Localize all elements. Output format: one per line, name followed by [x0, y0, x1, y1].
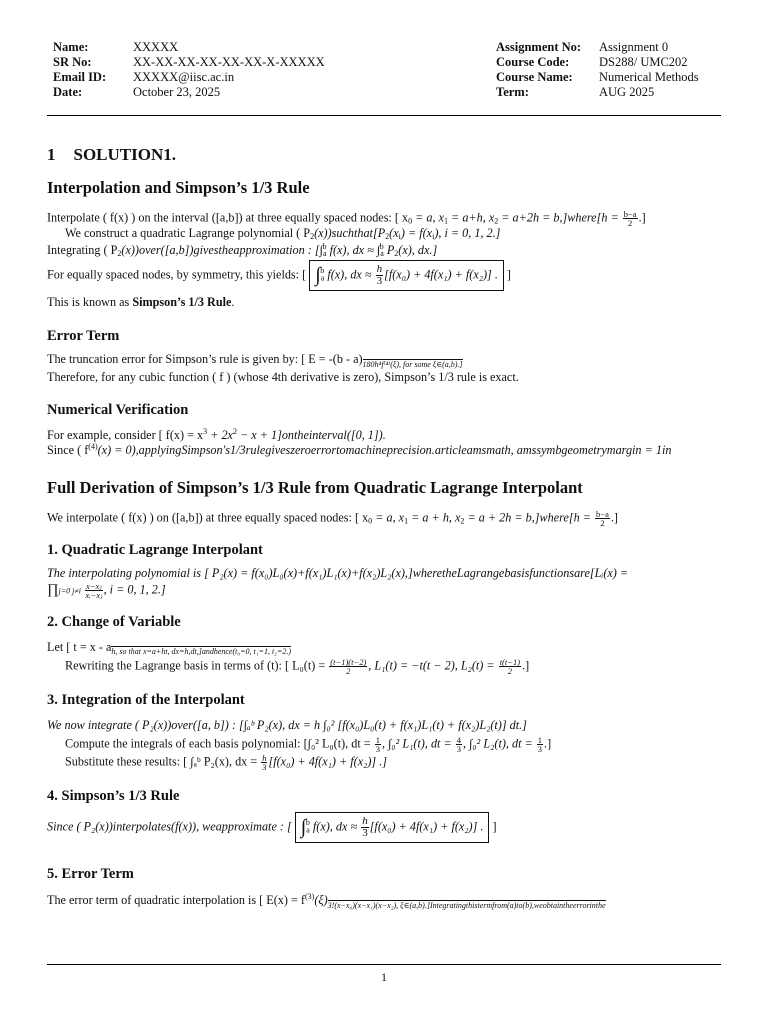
- subsection-3-line-3: Substitute these results: [ ∫ₐᵇ P₂(x), dx = $\frac{h}{3}$ [f(x₀) + 4f(x₁) + f(x₂)] .]: [65, 753, 387, 772]
- name-value: XXXXX: [133, 40, 179, 54]
- page-number: 1: [381, 970, 387, 984]
- derivation-heading: Full Derivation of Simpson’s 1/3 Rule from Quadratic Lagrange Interpolant: [47, 478, 583, 497]
- assignment-value: Assignment 0: [599, 40, 669, 54]
- interp-heading: Interpolation and Simpson’s 1/3 Rule: [47, 178, 310, 197]
- email-label: Email ID:: [53, 70, 107, 84]
- numver-heading: Numerical Verification: [47, 402, 189, 418]
- course-name-value: Numerical Methods: [599, 70, 699, 84]
- subsection-3-line-2: Compute the integrals of each basis polynomial: [∫₀² L₀(t), dt = $\frac{1}{3}$ , ∫₀² L₁(t), dt = $\frac{4}{3}$ , ∫₀² L₂(t), dt = $\frac{1}{3}$ .]: [65, 735, 552, 754]
- section-heading: [47, 145, 176, 165]
- srno-label: SR No:: [53, 55, 92, 69]
- numver-line-2: Since ( $f^{(4)}(x)$ = 0),applyingSimpson′s1/3rulegiveszeroerrortomachineprecision.articleamsmath, amssymbgeometrymargin = 1in: [47, 442, 672, 457]
- error-line-2: Therefore, for any cubic function ( f ) (whose 4th derivative is zero), Simpson’s 1/3 rule is exact.: [47, 370, 519, 384]
- term-value: AUG 2025: [599, 85, 655, 99]
- interp-line-2: We construct a quadratic Lagrange polynomial ( $P_2(x))suchthat[P_2(x_i) = f(x_i)$, i = 0, 1, 2.]: [65, 226, 501, 241]
- subsection-1-line-1: The interpolating polynomial is [ P₂(x) = f(x₀)L₀(x)+f(x₁)L₁(x)+f(x₂)L₂(x),]wheretheLagrangebasisfunctionsare[Lᵢ(x) =: [47, 566, 629, 580]
- simpson-rule-box: $\int_a^b$ f(x), dx ≈ $\frac{h}{3}$ [f(x₀) + 4f(x₁) + f(x₂)] .: [295, 812, 490, 843]
- derivation-line-1: We interpolate ( f(x) ) on ([a,b]) at three equally spaced nodes: [ $x_0 = a$, $x_1 = a + h$, $x_2 = a + 2h$ = b,]where[h = $\frac{b-a}{2}$ .]: [47, 509, 618, 528]
- subsection-2-line-2: Rewriting the Lagrange basis in terms of (t): [ L₀(t) = $\frac{(t-1)(t-2)}{2}$ , L₁(t) = −t(t − 2), L₂(t) = $\frac{t(t-1)}{2}$ .]: [65, 657, 530, 676]
- header-rule: [47, 115, 721, 116]
- subsection-5-line-1: The error term of quadratic interpolation is [ $E(x) = f^{(3)}(\xi)_{3!(x-x_0)(x-x_1)(x-x_2), \xi\in(a,b).]Integratingthistermfrom(a)to(b),weobtaintheerrorinthe}$: [47, 892, 606, 910]
- date-value: October 23, 2025: [133, 85, 221, 99]
- section-number: 1: [47, 145, 56, 164]
- interp-line-4: For equally spaced nodes, by symmetry, this yields: [ $\int_a^b$ f(x), dx ≈ $\frac{h}{3}$ [f(x₀) + 4f(x₁) + f(x₂)] . ]: [47, 260, 511, 291]
- term-label: Term:: [496, 85, 529, 99]
- name-label: Name:: [53, 40, 89, 54]
- subsection-5-heading: 5. Error Term: [47, 866, 134, 882]
- email-value: XXXXX@iisc.ac.in: [133, 70, 235, 84]
- subsection-2-line-1: Let [ $t = x - a_{h, so that x=a+ht, dx=h,dt,]andhence(t_0=0, t_1=1, t_2=2.)}$: [47, 640, 292, 656]
- subsection-4-heading: 4. Simpson’s 1/3 Rule: [47, 788, 180, 804]
- interp-line-1: Interpolate ( f(x) ) on the interval ([a,b]) at three equally spaced nodes: [ $x_0 = a$, $x_1 = a+h$, $x_2 = a+2h$ = b,]where[h = $\frac{b-a}{2}$ .]: [47, 209, 646, 228]
- subsection-1-line-2: ∏j=0 j≠i $\frac{\text{x−xⱼ}}{\text{xᵢ−xⱼ}}$ , i = 0, 1, 2.]: [47, 581, 166, 600]
- subsection-3-heading: 3. Integration of the Interpolant: [47, 692, 245, 708]
- footer-rule: [47, 964, 721, 965]
- course-name-label: Course Name:: [496, 70, 573, 84]
- section-title: SOLUTION1.: [73, 145, 176, 164]
- date-label: Date:: [53, 85, 83, 99]
- interp-line-5: This is known as Simpson’s 1/3 Rule.: [47, 295, 235, 309]
- subsection-3-line-1: We now integrate ( P₂(x))over([a, b]) : [∫ₐᵇ P₂(x), dx = h ∫₀² [f(x₀)L₀(t) + f(x₁)L₁(t) + f(x₂)L₂(t)] dt.]: [47, 718, 527, 732]
- subsection-4-line-1: Since ( P₂(x))interpolates(f(x)), weapproximate : [ $\int_a^b$ f(x), dx ≈ $\frac{h}{3}$ [f(x₀) + 4f(x₁) + f(x₂)] . ]: [47, 812, 497, 843]
- srno-value: XX-XX-XX-XX-XX-XX-X-XXXXX: [133, 55, 325, 69]
- numver-line-1: For example, consider [ $f(x) = x^3 + 2x^2 - x$ + 1]ontheinterval([0, 1]).: [47, 427, 386, 442]
- error-line-1: The truncation error for Simpson’s rule is given by: [ $E = -(b - a)_{180h^4f^{(4)}(\xi), for some \xi\in(a,b).]}$: [47, 352, 463, 369]
- assignment-label: Assignment No:: [496, 40, 582, 54]
- course-code-value: DS288/ UMC202: [599, 55, 688, 69]
- subsection-2-heading: 2. Change of Variable: [47, 614, 181, 630]
- simpson-formula-box: $\int_a^b$ f(x), dx ≈ $\frac{h}{3}$ [f(x₀) + 4f(x₁) + f(x₂)] .: [309, 260, 504, 291]
- interp-line-3: Integrating ( $P_2(x))over([a,b])givestheapproximation$ : [$\int_a^b$ f(x), dx ≈ $\int_a^b$ $P_2(x)$, dx.]: [47, 242, 438, 258]
- error-heading: Error Term: [47, 328, 120, 344]
- course-code-label: Course Code:: [496, 55, 570, 69]
- subsection-1-heading: 1. Quadratic Lagrange Interpolant: [47, 542, 263, 558]
